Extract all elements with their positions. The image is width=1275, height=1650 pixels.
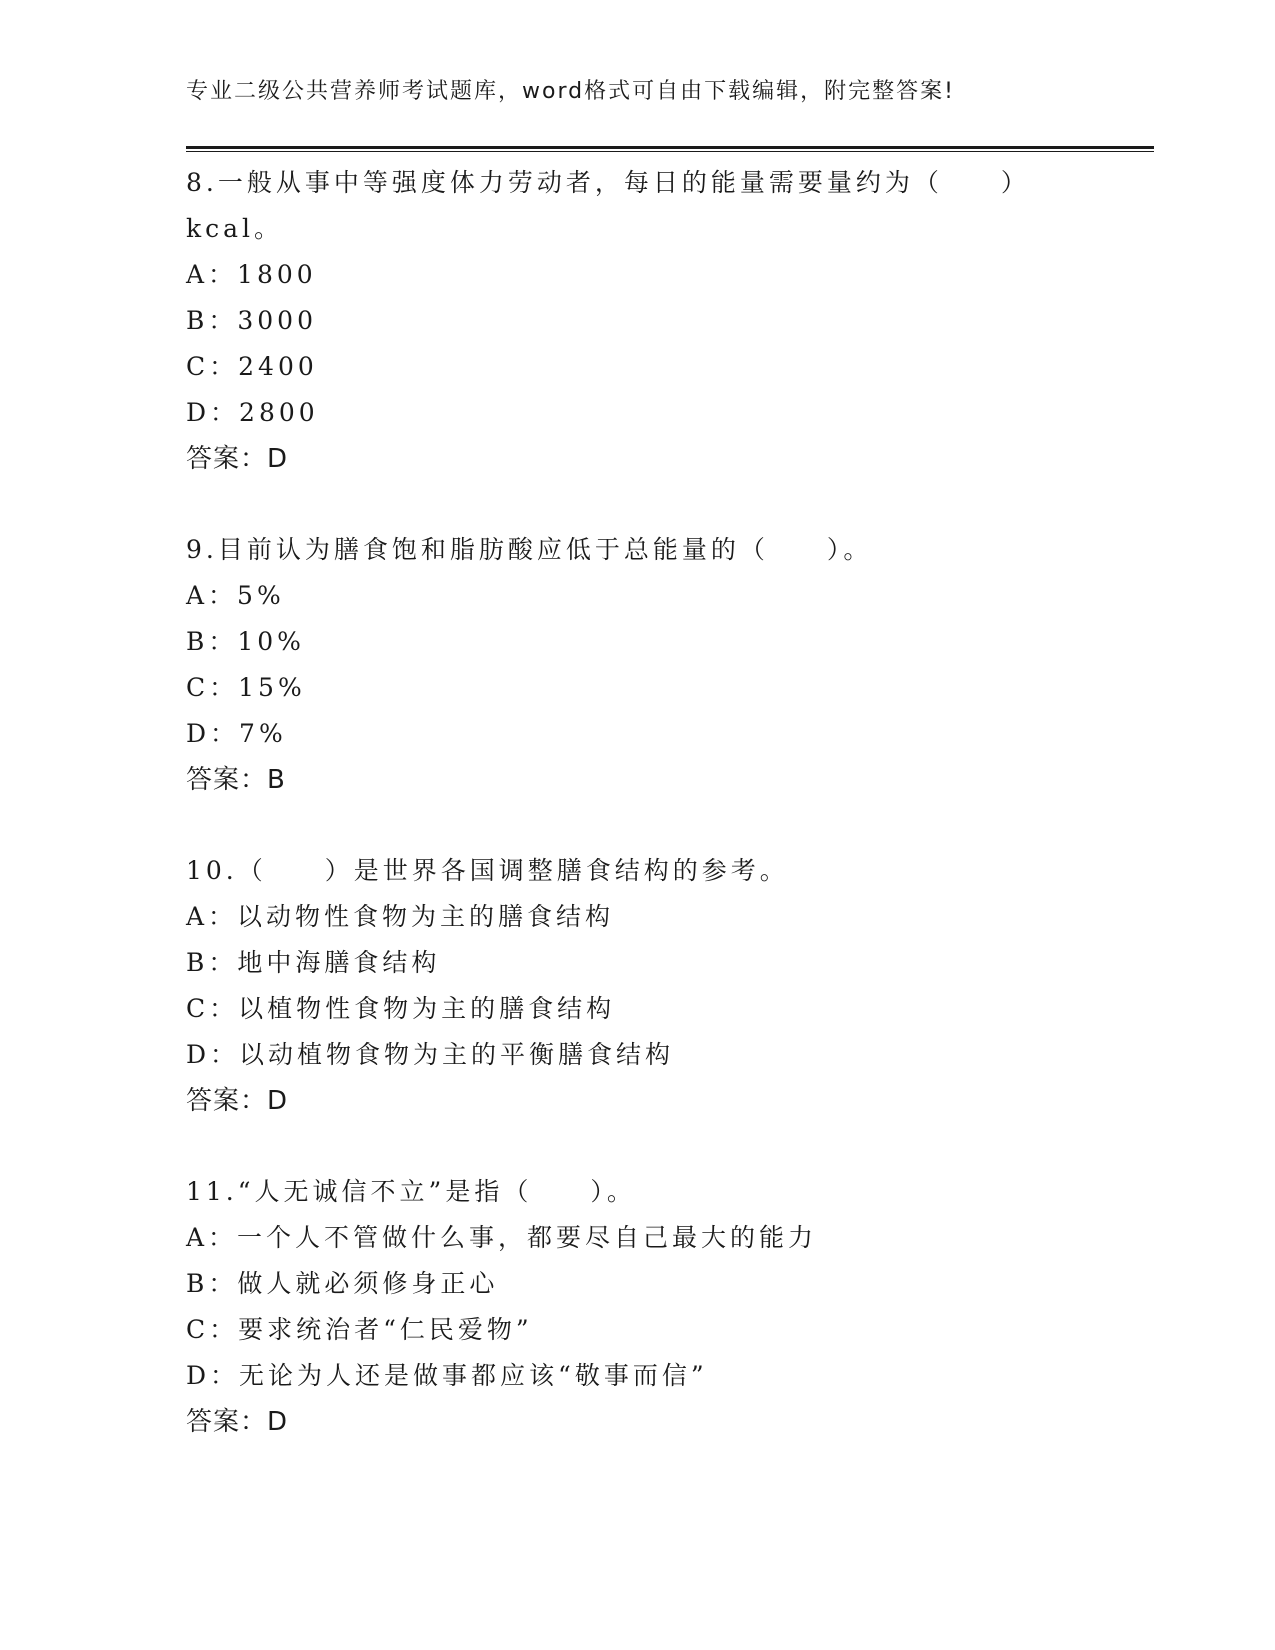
option-a: A：以动物性食物为主的膳食结构 xyxy=(186,902,615,931)
option-d: D：7% xyxy=(186,719,287,748)
option-a: A：一个人不管做什么事，都要尽自己最大的能力 xyxy=(186,1223,818,1252)
header-rule-thin xyxy=(186,151,1154,152)
option-c: C：15% xyxy=(186,673,306,702)
option-b: B：10% xyxy=(186,627,305,656)
question-stem: 8.一般从事中等强度体力劳动者，每日的能量需要量约为（ ）kcal。 xyxy=(186,168,1018,243)
option-b: B：3000 xyxy=(186,306,317,335)
answer: 答案：D xyxy=(186,444,289,474)
question-list xyxy=(186,160,1154,1490)
option-c: C：2400 xyxy=(186,352,318,381)
answer: 答案：B xyxy=(186,765,286,795)
question-9 xyxy=(186,527,1154,803)
header-rule-thick xyxy=(186,146,1154,149)
question-10 xyxy=(186,848,1154,1124)
option-b: B：做人就必须修身正心 xyxy=(186,1269,499,1298)
question-stem: 10.（ ）是世界各国调整膳食结构的参考。 xyxy=(186,856,789,885)
option-d: D：以动植物食物为主的平衡膳食结构 xyxy=(186,1040,675,1069)
answer: 答案：D xyxy=(186,1086,289,1116)
option-a: A：5% xyxy=(186,581,285,610)
question-11 xyxy=(186,1169,1154,1445)
question-stem: 11.“人无诚信不立”是指（ ）。 xyxy=(186,1177,636,1206)
header-note: 专业二级公共营养师考试题库，word格式可自由下载编辑，附完整答案! xyxy=(186,79,955,104)
option-a: A：1800 xyxy=(186,260,317,289)
option-c: C：要求统治者“仁民爱物” xyxy=(186,1315,533,1344)
option-b: B：地中海膳食结构 xyxy=(186,948,441,977)
option-c: C：以植物性食物为主的膳食结构 xyxy=(186,994,616,1023)
question-8 xyxy=(186,160,1154,482)
question-stem: 9.目前认为膳食饱和脂肪酸应低于总能量的（ ）。 xyxy=(186,535,873,564)
option-d: D：无论为人还是做事都应该“敬事而信” xyxy=(186,1361,708,1390)
answer: 答案：D xyxy=(186,1407,289,1437)
option-d: D：2800 xyxy=(186,398,319,427)
